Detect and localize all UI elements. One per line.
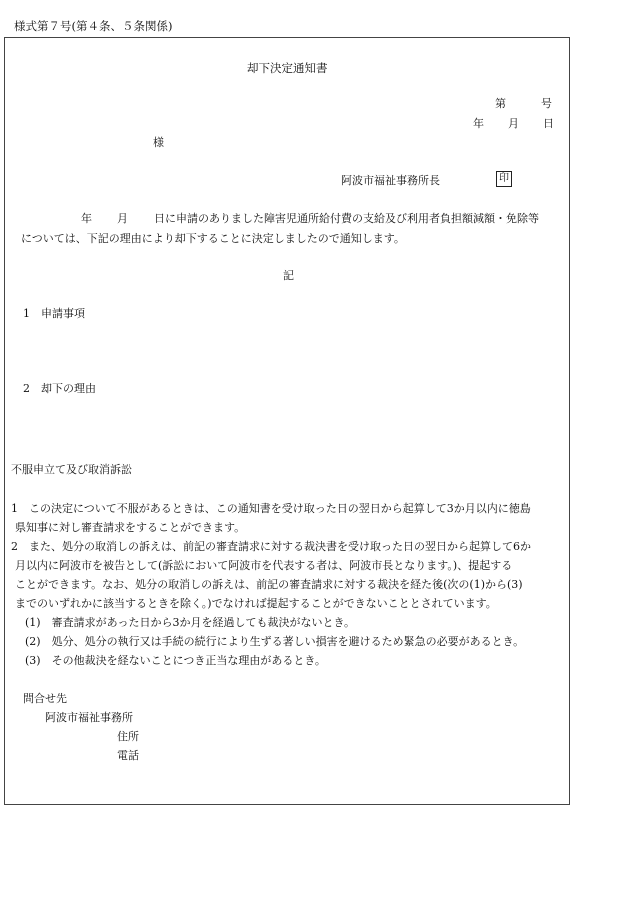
doc-number-suffix: 号: [541, 97, 552, 110]
contact-office: 阿波市福祉事務所: [45, 711, 133, 724]
date-day-label: 日: [543, 117, 554, 130]
section-application-items: 1 申請事項: [23, 307, 85, 320]
contact-heading: 問合せ先: [23, 692, 67, 705]
appeal-p2-line-4: までのいずれかに該当するときを除く。)でなければ提起することができないこととされています。: [15, 597, 497, 610]
contact-phone-label: 電話: [117, 749, 139, 762]
appeal-heading: 不服申立て及び取消訴訟: [11, 463, 132, 476]
date-year-label: 年: [473, 117, 484, 130]
appeal-case-1: (1) 審査請求があった日から3か月を経過しても裁決がないとき。: [25, 616, 356, 629]
appeal-p1-line-2: 県知事に対し審査請求をすることができます。: [15, 521, 246, 534]
appeal-case-2: (2) 処分、処分の執行又は手続の続行により生ずる著しい損害を避けるため緊急の必要があるとき。: [25, 635, 525, 648]
appeal-case-3: (3) その他裁決を経ないことにつき正当な理由があるとき。: [25, 654, 326, 667]
section-rejection-reason: 2 却下の理由: [23, 382, 96, 395]
body-date-month: 月: [117, 212, 128, 225]
form-frame: [4, 37, 570, 805]
body-line-1: 日に申請のありました障害児通所給付費の支給及び利用者負担額減額・免除等: [154, 212, 539, 225]
recipient-suffix: 様: [153, 136, 164, 149]
appeal-p2-line-2: 月以内に阿波市を被告として(訴訟において阿波市を代表する者は、阿波市長となります。)、提起する: [15, 559, 513, 572]
ki-marker: 記: [283, 269, 294, 282]
appeal-p2-line-1: 2 また、処分の取消しの訴えは、前記の審査請求に対する裁決書を受け取った日の翌日から起算して6か: [11, 540, 531, 553]
date-month-label: 月: [508, 117, 519, 130]
appeal-p1-line-1: 1 この決定について不服があるときは、この通知書を受け取った日の翌日から起算して3か月以内に徳島: [11, 502, 531, 515]
body-date-year: 年: [81, 212, 92, 225]
form-number: 様式第７号(第４条、５条関係): [14, 19, 173, 33]
document-title: 却下決定通知書: [247, 61, 328, 75]
sender-name: 阿波市福祉事務所長: [341, 174, 440, 187]
body-line-2: については、下記の理由により却下することに決定しましたので通知します。: [21, 232, 405, 245]
contact-address-label: 住所: [117, 730, 139, 743]
appeal-p2-line-3: ことができます。なお、処分の取消しの訴えは、前記の審査請求に対する裁決を経た後(次の(1)から(3): [15, 578, 523, 591]
doc-number-prefix: 第: [495, 97, 506, 110]
seal-stamp: 印: [496, 171, 512, 187]
